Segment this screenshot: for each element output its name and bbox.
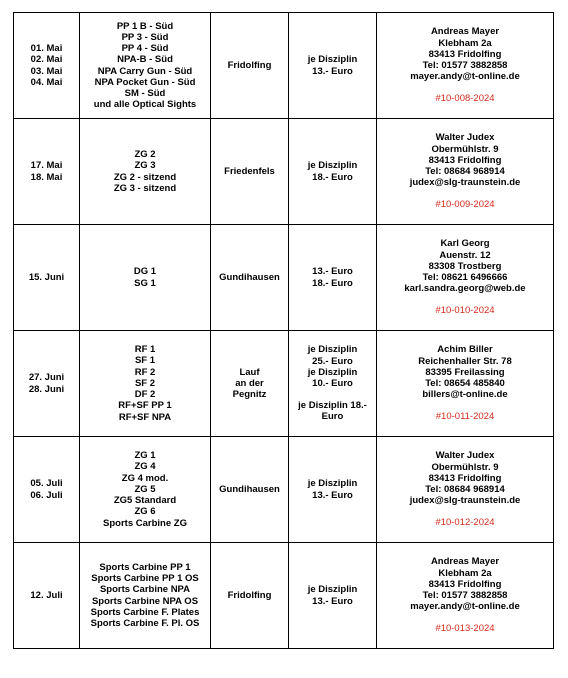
contact-line: Obermühlstr. 9: [431, 143, 499, 155]
discipline-line: PP 4 - Süd: [121, 43, 169, 55]
discipline-line: Sports Carbine NPA OS: [91, 595, 199, 607]
contact-line: 83413 Fridolfing: [428, 154, 502, 166]
discipline-line: RF+SF PP 1: [118, 400, 172, 412]
date-line: 28. Juni: [28, 383, 65, 395]
fee-cell: [289, 543, 377, 649]
table-row: [14, 437, 554, 543]
fee-line: 18.- Euro: [312, 277, 353, 289]
fee-line: 13.- Euro: [312, 595, 353, 607]
contact-line: Tel: 08654 485840: [425, 378, 505, 389]
discipline-line: ZG 4 mod.: [121, 472, 169, 484]
contact-line: Reichenhaller Str. 78: [418, 355, 512, 367]
contact-cell: [377, 119, 554, 225]
date-line: 02. Mai: [30, 54, 63, 66]
contact-line: judex@slg-traunstein.de: [409, 177, 521, 189]
discipline-line: Sports Carbine ZG: [103, 517, 187, 529]
discipline-line: PP 3 - Süd: [121, 31, 169, 43]
discipline-line: DG 1: [133, 266, 157, 278]
discipline-line: RF 1: [134, 344, 156, 356]
discipline-line: SG 1: [134, 277, 156, 289]
fee-line: Euro: [321, 411, 344, 423]
contact-line: Tel: 08621 6496666: [422, 272, 508, 283]
table-row: [14, 543, 554, 649]
contact-line: Andreas Mayer: [430, 26, 500, 38]
fee-cell: [289, 225, 377, 331]
contact-line: mayer.andy@t-online.de: [410, 71, 520, 83]
discipline-line: PP 1 B - Süd: [116, 20, 174, 32]
location-line: Gundihausen: [219, 271, 280, 283]
discipline-cell: [80, 119, 211, 225]
location-cell: [211, 543, 289, 649]
registration-code: #10-012-2024: [435, 517, 495, 529]
discipline-line: NPA Pocket Gun - Süd: [94, 76, 196, 88]
contact-cell: [377, 225, 554, 331]
location-cell: [211, 331, 289, 437]
competition-schedule-table: [13, 12, 554, 649]
fee-cell: [289, 119, 377, 225]
contact-line: billers@t-online.de: [422, 389, 508, 401]
contact-line: 83395 Freilassing: [425, 366, 505, 378]
fee-line: je Disziplin: [307, 160, 358, 172]
location-line: Fridolfing: [227, 589, 272, 601]
fee-cell: [289, 13, 377, 119]
contact-line: Tel: 01577 3882858: [422, 590, 508, 601]
contact-line: Tel: 01577 3882858: [422, 60, 508, 71]
discipline-line: SM - Süd: [124, 87, 166, 99]
date-cell: [14, 437, 80, 543]
location-line: Lauf: [239, 366, 260, 378]
fee-line: je Disziplin: [307, 344, 358, 356]
contact-line: Auenstr. 12: [439, 249, 491, 261]
table-row: [14, 331, 554, 437]
contact-line: Walter Judex: [435, 132, 495, 144]
fee-line: 13.- Euro: [312, 489, 353, 501]
discipline-cell: [80, 437, 211, 543]
fee-line: je Disziplin: [307, 478, 358, 490]
location-line: Friedenfels: [224, 165, 275, 177]
discipline-line: ZG 5: [134, 483, 156, 495]
contact-line: Klebham 2a: [438, 37, 492, 49]
discipline-line: SF 2: [134, 377, 156, 389]
date-cell: [14, 331, 80, 437]
contact-cell: [377, 543, 554, 649]
contact-cell: [377, 437, 554, 543]
date-line: 01. Mai: [30, 43, 63, 55]
contact-line: Andreas Mayer: [430, 556, 500, 568]
discipline-cell: [80, 13, 211, 119]
fee-line: 25.- Euro: [312, 355, 353, 367]
discipline-line: Sports Carbine PP 1: [99, 561, 191, 573]
contact-line: mayer.andy@t-online.de: [410, 601, 520, 613]
discipline-line: ZG 2: [134, 149, 156, 161]
location-line: an der: [235, 377, 264, 389]
discipline-cell: [80, 543, 211, 649]
location-cell: [211, 13, 289, 119]
contact-line: Walter Judex: [435, 450, 495, 462]
location-line: Fridolfing: [227, 59, 272, 71]
contact-line: Achim Biller: [437, 344, 493, 356]
location-line: Pegnitz: [232, 389, 267, 401]
discipline-line: ZG 1: [134, 450, 156, 462]
date-line: 06. Juli: [30, 489, 63, 501]
discipline-line: NPA Carry Gun - Süd: [97, 65, 193, 77]
fee-line: [293, 389, 372, 400]
date-line: 15. Juni: [28, 271, 65, 283]
date-cell: [14, 543, 80, 649]
date-line: 03. Mai: [30, 65, 63, 77]
fee-line: 13.- Euro: [312, 65, 353, 77]
fee-cell: [289, 331, 377, 437]
contact-line: 83308 Trostberg: [428, 260, 502, 272]
discipline-line: ZG 2 - sitzend: [113, 171, 177, 183]
discipline-cell: [80, 331, 211, 437]
contact-line: Tel: 08684 968914: [425, 484, 505, 495]
discipline-line: Sports Carbine F. Pl. OS: [90, 617, 200, 629]
contact-line: 83413 Fridolfing: [428, 578, 502, 590]
registration-code: #10-013-2024: [435, 623, 495, 635]
contact-line: 83413 Fridolfing: [428, 472, 502, 484]
location-line: Gundihausen: [219, 483, 280, 495]
date-line: 12. Juli: [30, 589, 63, 601]
location-cell: [211, 119, 289, 225]
fee-line: 18.- Euro: [312, 171, 353, 183]
date-line: 17. Mai: [30, 160, 63, 172]
fee-line: je Disziplin 18.-: [298, 400, 367, 412]
location-cell: [211, 437, 289, 543]
fee-line: je Disziplin: [307, 54, 358, 66]
discipline-line: ZG 4: [134, 461, 156, 473]
discipline-line: Sports Carbine NPA: [99, 584, 191, 596]
date-line: 18. Mai: [30, 171, 63, 183]
date-line: 27. Juni: [28, 372, 65, 384]
discipline-line: RF 2: [134, 366, 156, 378]
discipline-line: ZG 6: [134, 506, 156, 518]
contact-cell: [377, 13, 554, 119]
discipline-line: ZG 3 - sitzend: [113, 182, 177, 194]
contact-line: Klebham 2a: [438, 567, 492, 579]
registration-code: #10-010-2024: [435, 305, 495, 317]
contact-line: judex@slg-traunstein.de: [409, 495, 521, 507]
registration-code: #10-008-2024: [435, 93, 495, 105]
table-row: [14, 225, 554, 331]
discipline-line: ZG 3: [134, 160, 156, 172]
date-cell: [14, 119, 80, 225]
fee-cell: [289, 437, 377, 543]
discipline-line: Sports Carbine F. Plates: [90, 606, 200, 618]
registration-code: #10-011-2024: [435, 411, 495, 423]
fee-line: je Disziplin: [307, 366, 358, 378]
discipline-line: ZG5 Standard: [113, 495, 177, 507]
schedule-body: [14, 13, 554, 649]
date-cell: [14, 225, 80, 331]
table-row: [14, 119, 554, 225]
contact-line: karl.sandra.georg@web.de: [404, 283, 526, 295]
contact-cell: [377, 331, 554, 437]
fee-line: je Disziplin: [307, 584, 358, 596]
discipline-cell: [80, 225, 211, 331]
discipline-line: DF 2: [134, 389, 156, 401]
contact-line: Obermühlstr. 9: [431, 461, 499, 473]
fee-line: 13.- Euro: [312, 266, 353, 278]
date-cell: [14, 13, 80, 119]
discipline-line: NPA-B - Süd: [117, 54, 173, 66]
location-cell: [211, 225, 289, 331]
contact-line: 83413 Fridolfing: [428, 48, 502, 60]
contact-line: Karl Georg: [440, 238, 490, 250]
discipline-line: SF 1: [134, 355, 156, 367]
registration-code: #10-009-2024: [435, 199, 495, 211]
table-row: [14, 13, 554, 119]
discipline-line: und alle Optical Sights: [93, 99, 197, 111]
contact-line: Tel: 08684 968914: [425, 166, 505, 177]
fee-line: 10.- Euro: [312, 378, 353, 389]
date-line: 04. Mai: [30, 76, 63, 88]
discipline-line: RF+SF NPA: [118, 411, 172, 423]
discipline-line: Sports Carbine PP 1 OS: [91, 573, 199, 585]
date-line: 05. Juli: [30, 478, 63, 490]
